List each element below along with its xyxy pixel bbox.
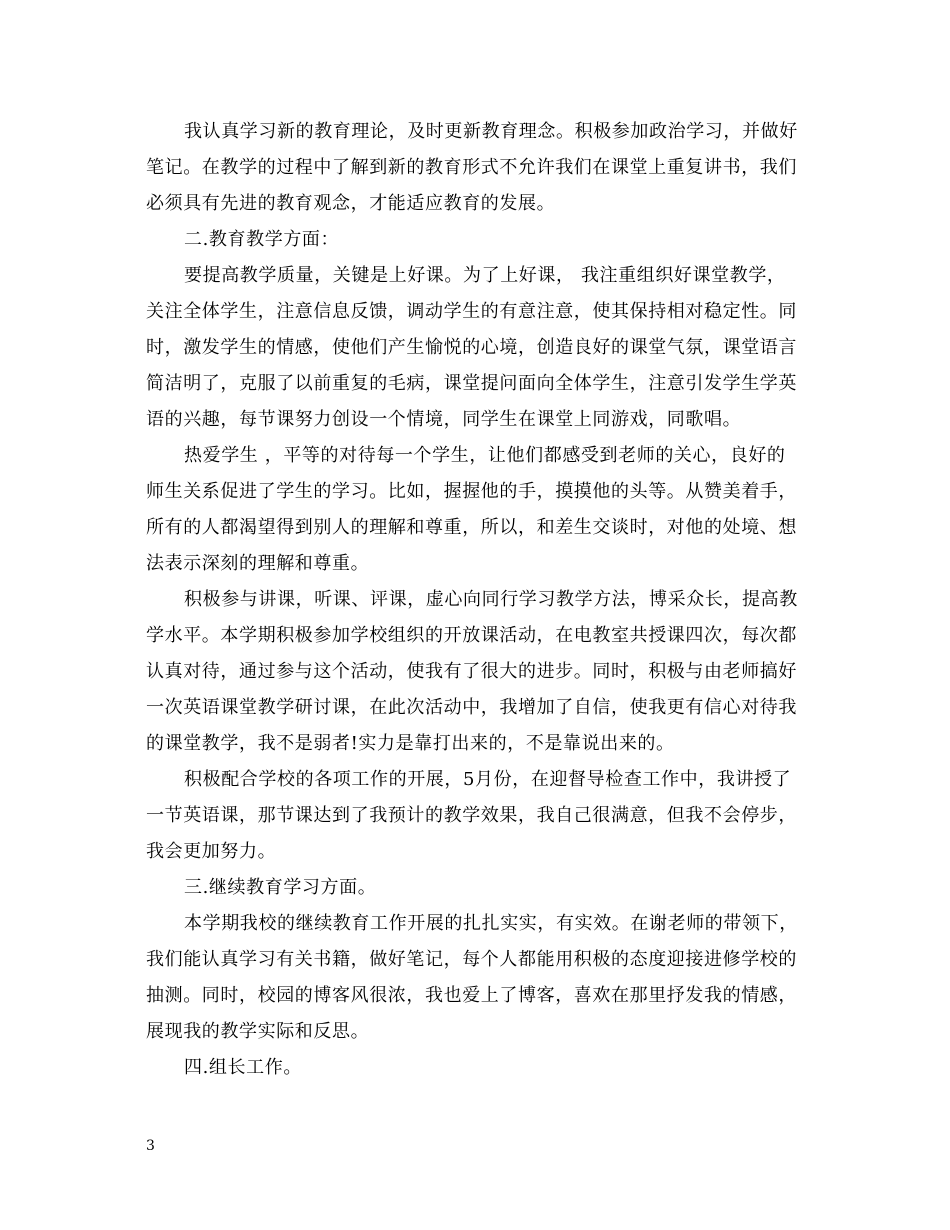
paragraph-education-theory bbox=[146, 114, 802, 222]
text-line: 必须具有先进的教育观念，才能适应教育的发展。 bbox=[146, 193, 556, 214]
text-line: 一节英语课，那节课达到了我预计的教学效果，我自己很满意，但我不会停步， bbox=[146, 805, 797, 826]
section-heading-continuing-education: 三.继续教育学习方面。 bbox=[184, 877, 377, 898]
text-line: 要提高教学质量，关键是上好课。为了上好课， 我注重组织好课堂教学， bbox=[184, 265, 786, 286]
paragraph-lectures bbox=[146, 582, 802, 762]
paragraph-teaching-quality bbox=[146, 258, 802, 438]
section-heading-group-leader: 四.组长工作。 bbox=[184, 1057, 302, 1078]
text-line: 法表示深刻的理解和尊重。 bbox=[146, 553, 370, 574]
text-line: 所有的人都渴望得到别人的理解和尊重，所以，和差生交谈时，对他的处境、想 bbox=[146, 517, 797, 538]
text-line: 语的兴趣，每节课努力创设一个情境，同学生在课堂上同游戏，同歌唱。 bbox=[146, 409, 742, 430]
text-line: 热爱学生 ，平等的对待每一个学生，让他们都感受到老师的关心，良好的 bbox=[184, 445, 786, 466]
text-line: 一次英语课堂教学研讨课，在此次活动中，我增加了自信，使我更有信心对待我 bbox=[146, 697, 797, 718]
text-line: 学水平。本学期积极参加学校组织的开放课活动，在电教室共授课四次，每次都 bbox=[146, 625, 797, 646]
text-line: 我认真学习新的教育理论，及时更新教育理念。积极参加政治学习，并做好 bbox=[184, 121, 798, 142]
text-line: 师生关系促进了学生的学习。比如，握握他的手，摸摸他的头等。从赞美着手， bbox=[146, 481, 797, 502]
text-line: 积极配合学校的各项工作的开展，5月份，在迎督导检查工作中，我讲授了 bbox=[184, 769, 792, 790]
text-line: 时，激发学生的情感，使他们产生愉悦的心境，创造良好的课堂气氛，课堂语言 bbox=[146, 337, 797, 358]
text-line: 抽测。同时，校园的博客风很浓，我也爱上了博客，喜欢在那里抒发我的情感， bbox=[146, 985, 797, 1006]
text-line: 的课堂教学，我不是弱者!实力是靠打出来的，不是靠说出来的。 bbox=[146, 733, 675, 754]
text-line: 本学期我校的继续教育工作开展的扎扎实实，有实效。在谢老师的带领下， bbox=[184, 913, 798, 934]
document-body bbox=[146, 114, 802, 1086]
page-number: 3 bbox=[146, 1138, 155, 1154]
paragraph-school-work bbox=[146, 762, 802, 870]
text-line: 积极参与讲课，听课、评课，虚心向同行学习教学方法，博采众长，提高教 bbox=[184, 589, 798, 610]
text-line: 展现我的教学实际和反思。 bbox=[146, 1021, 370, 1042]
text-line: 认真对待，通过参与这个活动，使我有了很大的进步。同时，积极与由老师搞好 bbox=[146, 661, 797, 682]
text-line: 我会更加努力。 bbox=[146, 841, 277, 862]
text-line: 我们能认真学习有关书籍，做好笔记，每个人都能用积极的态度迎接进修学校的 bbox=[146, 949, 797, 970]
text-line: 简洁明了，克服了以前重复的毛病，课堂提问面向全体学生，注意引发学生学英 bbox=[146, 373, 797, 394]
text-line: 关注全体学生，注意信息反馈，调动学生的有意注意，使其保持相对稳定性。同 bbox=[146, 301, 797, 322]
text-line: 笔记。在教学的过程中了解到新的教育形式不允许我们在课堂上重复讲书，我们 bbox=[146, 157, 797, 178]
section-heading-teaching: 二.教育教学方面： bbox=[184, 229, 340, 250]
paragraph-love-students bbox=[146, 438, 802, 582]
paragraph-continuing-education bbox=[146, 906, 802, 1050]
